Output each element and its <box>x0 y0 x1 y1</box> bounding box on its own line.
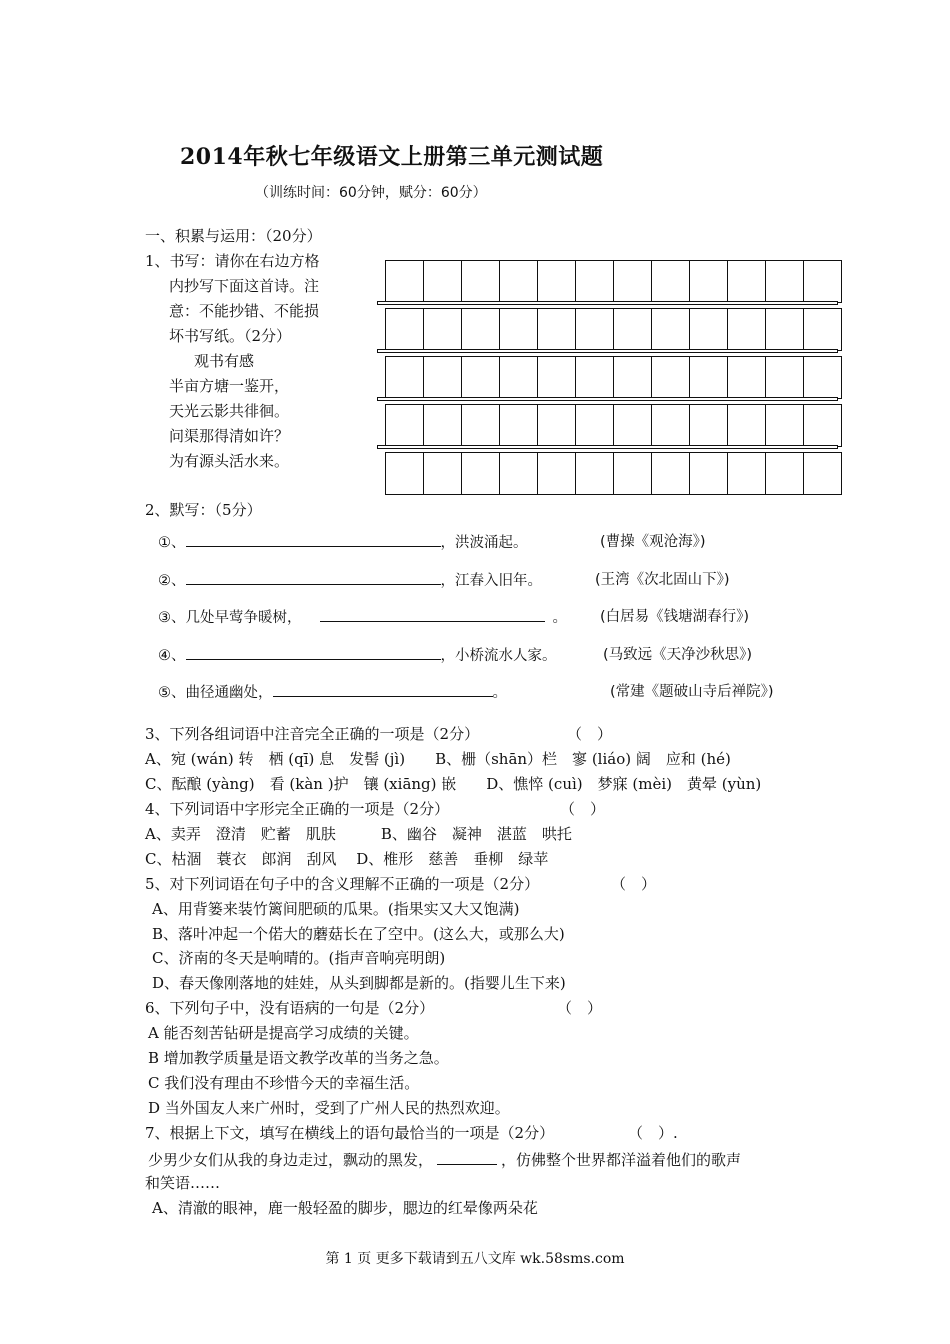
q7-passage-text: ，仿佛整个世界都洋溢着他们的歌声 <box>501 1151 742 1169</box>
page-title: 2014年秋七年级语文上册第三单元测试题 <box>180 144 604 170</box>
page-subtitle: （训练时间：60分钟，赋分：60分） <box>255 185 487 201</box>
q5-option: D、春天像刚落地的娃娃，从头到脚都是新的。(指婴儿生下来) <box>152 974 566 992</box>
q2-source: (白居易《钱塘湖春行》) <box>600 609 750 625</box>
grid-separator <box>377 445 838 449</box>
q3-stem: 3、下列各组词语中注音完全正确的一项是（2分） <box>145 725 480 743</box>
answer-paren[interactable]: （ ）. <box>628 1124 678 1142</box>
q2-source: (常建《题破山寺后禅院》) <box>610 684 774 700</box>
q2-item-text: ，江春入旧年。 <box>440 573 542 589</box>
answer-paren[interactable]: （ ） <box>557 999 603 1017</box>
q2-item-num: ④、 <box>158 648 186 664</box>
poem-line: 问渠那得清如许？ <box>169 427 290 445</box>
grid-separator <box>377 349 838 353</box>
q2-item-num: ②、 <box>158 573 186 589</box>
q1-line: 坏书写纸。（2分） <box>169 327 292 345</box>
q1-line: 内抄写下面这首诗。注 <box>169 277 320 295</box>
q2-item-4 <box>158 643 557 665</box>
q6-option: A 能否刻苦钻研是提高学习成绩的关键。 <box>148 1024 419 1042</box>
page-footer: 第 1 页 更多下载请到五八文库 wk.58sms.com <box>325 1251 625 1267</box>
q2-item-num: ③、几处早莺争暖树， <box>158 610 302 626</box>
q3-options: A、宛 (wán) 转 栖 (qī) 息 发髻 (jì) B、栅（shān）栏 寥 (liáo) 阔 应和 (hé) <box>145 750 731 768</box>
q2-source: (王湾《次北固山下》) <box>595 572 730 588</box>
q2-item-1 <box>158 530 528 552</box>
answer-blank[interactable] <box>320 605 545 622</box>
q6-option: B 增加教学质量是语文教学改革的当务之急。 <box>148 1049 449 1067</box>
answer-blank[interactable] <box>273 680 493 697</box>
q5-option: A、用背篓来装竹篱间肥硕的瓜果。(指果实又大又饱满) <box>152 900 520 918</box>
poem-line: 半亩方塘一鉴开， <box>169 377 290 395</box>
q6-stem: 6、下列句子中，没有语病的一句是（2分） <box>145 999 435 1017</box>
q2-item-5 <box>158 680 507 702</box>
q2-item-num: ⑤、曲径通幽处， <box>158 685 273 701</box>
q6-option: C 我们没有理由不珍惜今天的幸福生活。 <box>148 1074 420 1092</box>
q2-item-text: 。 <box>552 610 567 626</box>
q2-item-text: ，小桥流水人家。 <box>440 648 557 664</box>
answer-blank[interactable] <box>186 530 441 547</box>
q7-option: A、清澈的眼神，鹿一般轻盈的脚步，腮边的红晕像两朵花 <box>152 1199 538 1217</box>
q4-stem: 4、下列词语中字形完全正确的一项是（2分） <box>145 800 450 818</box>
grid-row[interactable] <box>385 308 842 351</box>
q1-line: 1、书写：请你在右边方格 <box>145 252 320 270</box>
q1-line: 意：不能抄错、不能损 <box>169 302 320 320</box>
q7-passage-cont: 和笑语…… <box>145 1174 221 1192</box>
q4-options: A、卖弄 澄清 贮蓄 肌肤 B、幽谷 凝神 湛蓝 哄托 <box>145 825 572 843</box>
q5-option: C、济南的冬天是响晴的。(指声音响亮明朗) <box>152 949 446 967</box>
poem-line: 天光云影共徘徊。 <box>169 402 290 420</box>
poem-line: 为有源头活水来。 <box>169 452 290 470</box>
q2-item-text: 。 <box>492 685 507 701</box>
answer-paren[interactable]: （ ） <box>560 800 606 818</box>
q4-options: C、枯涸 蓑衣 郎润 刮风 D、椎形 慈善 垂柳 绿苹 <box>145 850 549 868</box>
grid-row[interactable] <box>385 404 842 447</box>
q7-passage <box>148 1148 741 1170</box>
q3-options: C、酝酿 (yàng) 看 (kàn )护 镶 (xiāng) 嵌 D、憔悴 (cuì) 梦寐 (mèi) 黄晕 (yùn) <box>145 775 762 793</box>
q2-item-num: ①、 <box>158 535 186 551</box>
grid-row[interactable] <box>385 452 842 495</box>
grid-row[interactable] <box>385 356 842 399</box>
section-heading: 一、积累与运用：（20分） <box>145 227 322 245</box>
answer-blank[interactable] <box>186 643 441 660</box>
answer-blank[interactable] <box>437 1148 497 1165</box>
q2-source: (曹操《观沧海》) <box>600 534 706 550</box>
q7-passage-text: 少男少女们从我的身边走过，飘动的黑发， <box>148 1151 434 1169</box>
q2-source: (马致远《天净沙秋思》) <box>603 647 753 663</box>
answer-blank[interactable] <box>186 568 441 585</box>
q2-item-2 <box>158 568 542 590</box>
poem-title: 观书有感 <box>194 352 255 370</box>
q5-option: B、落叶冲起一个偌大的蘑菇长在了空中。(这么大，或那么大) <box>152 925 565 943</box>
q5-stem: 5、对下列词语在句子中的含义理解不正确的一项是（2分） <box>145 875 540 893</box>
q2-item-3 <box>158 605 567 627</box>
grid-separator <box>377 397 838 401</box>
grid-row[interactable] <box>385 260 842 303</box>
q2-heading: 2、默写：（5分） <box>145 501 262 519</box>
grid-separator <box>377 301 838 305</box>
answer-paren[interactable]: （ ） <box>611 875 657 893</box>
q7-stem: 7、根据上下文，填写在横线上的语句最恰当的一项是（2分） <box>145 1124 555 1142</box>
q2-item-text: ，洪波涌起。 <box>440 535 528 551</box>
q6-option: D 当外国友人来广州时，受到了广州人民的热烈欢迎。 <box>148 1099 510 1117</box>
answer-paren[interactable]: （ ） <box>567 725 613 743</box>
